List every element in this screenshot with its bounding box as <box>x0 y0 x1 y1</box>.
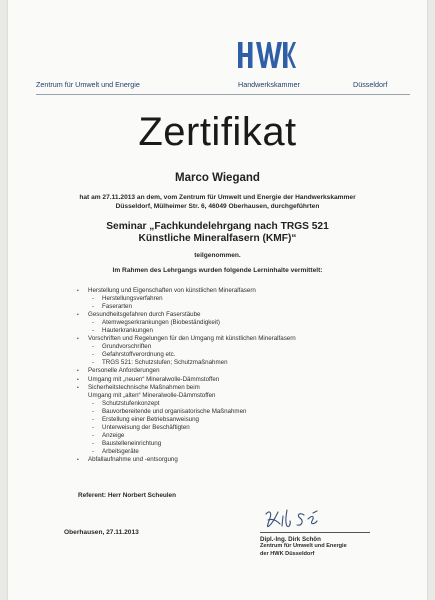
content-subitem <box>76 327 406 335</box>
signer-block <box>260 536 347 558</box>
content-item <box>76 456 406 464</box>
seminar-line: Seminar „Fachkundelehrgang nach TRGS 521 <box>106 221 329 232</box>
content-item-text: Abfallaufnahme und -entsorgung <box>88 455 178 463</box>
dash-icon: - <box>92 351 95 359</box>
referent: Referent: Herr Norbert Scheulen <box>78 492 177 499</box>
content-subitem-text: Unterweisung der Beschäftigten <box>102 423 190 431</box>
content-subitem-text: Atemwegserkrankungen (Biobeständigkeit) <box>102 319 220 327</box>
content-item <box>76 311 406 319</box>
content-subitem-text: Schutzstufenkonzept <box>102 399 160 407</box>
content-subitem <box>76 295 406 303</box>
content-item-text: Personelle Anforderungen <box>88 367 160 375</box>
dash-icon: - <box>92 319 95 327</box>
content-item <box>76 367 406 375</box>
content-subitem-text: Erstellung einer Betriebsanweisung <box>102 415 199 423</box>
content-item-text: Umgang mit „neuen“ Mineralwolle-Dämmstoffen <box>88 375 220 383</box>
dash-icon: - <box>92 415 95 423</box>
dash-icon: - <box>92 423 95 431</box>
content-subitem <box>76 440 406 448</box>
bullet-icon: • <box>77 368 79 375</box>
content-item <box>76 376 406 384</box>
content-list <box>76 287 406 464</box>
content-item-text: Gesundheitsgefahren durch Faserstäube <box>88 311 201 319</box>
content-subitem <box>76 416 406 424</box>
content-subitem-text: Hauterkrankungen <box>102 327 153 335</box>
dash-icon: - <box>92 359 95 367</box>
content-subitem-text: Baustelleneinrichtung <box>102 439 162 447</box>
content-subitem <box>76 319 406 327</box>
bullet-icon: • <box>77 384 79 391</box>
content-item-text: Vorschriften und Regelungen für den Umgang mit künstlichen Mineralfasern <box>88 335 296 343</box>
intro-text <box>8 193 427 211</box>
content-subitem <box>76 448 406 456</box>
dash-icon: - <box>92 303 95 311</box>
content-subitem-text: Faserarten <box>102 303 132 311</box>
header-center-name: Zentrum für Umwelt und Energie <box>36 80 140 89</box>
dash-icon: - <box>92 295 95 303</box>
signer-role: Zentrum für Umwelt und Energie <box>260 543 347 550</box>
content-item <box>76 287 406 295</box>
certificate-page <box>8 0 427 600</box>
dash-icon: - <box>92 447 95 455</box>
content-subitem-text: Gefahrstoffverordnung etc. <box>102 351 176 359</box>
bullet-icon: • <box>77 312 79 319</box>
bullet-icon: • <box>77 376 79 383</box>
content-subitem <box>76 424 406 432</box>
hwk-logo <box>236 40 296 70</box>
content-item <box>76 384 406 392</box>
place-date: Oberhausen, 27.11.2013 <box>64 529 139 536</box>
bullet-icon: • <box>77 336 79 343</box>
content-subitem <box>76 408 406 416</box>
signature-line <box>260 532 370 533</box>
header-city: Düsseldorf <box>353 80 388 89</box>
participated-text: teilgenommen. <box>194 252 241 259</box>
dash-icon: - <box>92 327 95 335</box>
content-item-text: Sicherheitstechnische Maßnahmen beim <box>88 383 200 391</box>
recipient-name: Marco Wiegand <box>175 172 260 184</box>
content-subitem <box>76 351 406 359</box>
bullet-icon: • <box>77 288 79 294</box>
content-item <box>76 335 406 343</box>
content-item-text: Herstellung und Eigenschaften von künstlichen Mineralfasern <box>88 287 256 294</box>
bullet-icon: • <box>77 456 79 463</box>
intro-line: Düsseldorf, Mülheimer Str. 6, 46049 Oberhausen, durchgeführten <box>115 203 320 210</box>
content-subitem <box>76 432 406 440</box>
dash-icon: - <box>92 343 95 351</box>
content-heading: Im Rahmen des Lehrgangs wurden folgende Lerninhalte vermittelt: <box>112 267 323 274</box>
certificate-title: Zertifikat <box>138 110 297 154</box>
header-chamber: Handwerkskammer <box>238 80 300 89</box>
signer-name: Dipl.-Ing. Dirk Schön <box>260 536 321 543</box>
dash-icon: - <box>92 407 95 415</box>
content-subitem-text: Arbeitsgeräte <box>102 447 139 455</box>
dash-icon: - <box>92 431 95 439</box>
dash-icon: - <box>92 439 95 447</box>
content-subitem <box>76 303 406 311</box>
intro-line: hat am 27.11.2013 an dem, vom Zentrum für Umwelt und Energie der Handwerkskammer <box>79 194 356 201</box>
header-divider <box>36 94 410 95</box>
signer-organization: der HWK Düsseldorf <box>260 550 315 557</box>
seminar-line: Künstliche Mineralfasern (KMF)“ <box>138 233 297 244</box>
content-subitem-text: TRGS 521: Schutzstufen; Schutzmaßnahmen <box>102 359 228 367</box>
seminar-title <box>8 221 427 245</box>
signature-image <box>260 506 350 532</box>
content-item-continuation: Umgang mit „alten“ Mineralwolle-Dämmstoffen <box>88 391 216 399</box>
content-subitem-text: Anzeige <box>102 431 125 439</box>
content-subitem <box>76 343 406 351</box>
content-subitem <box>76 359 406 367</box>
content-subitem-text: Herstellungsverfahren <box>102 295 163 303</box>
content-subitem <box>76 400 406 408</box>
dash-icon: - <box>92 399 95 407</box>
content-subitem-text: Bauvorbereitende und organisatorische Maßnahmen <box>102 407 247 415</box>
content-subitem-text: Grundvorschriften <box>102 343 152 351</box>
